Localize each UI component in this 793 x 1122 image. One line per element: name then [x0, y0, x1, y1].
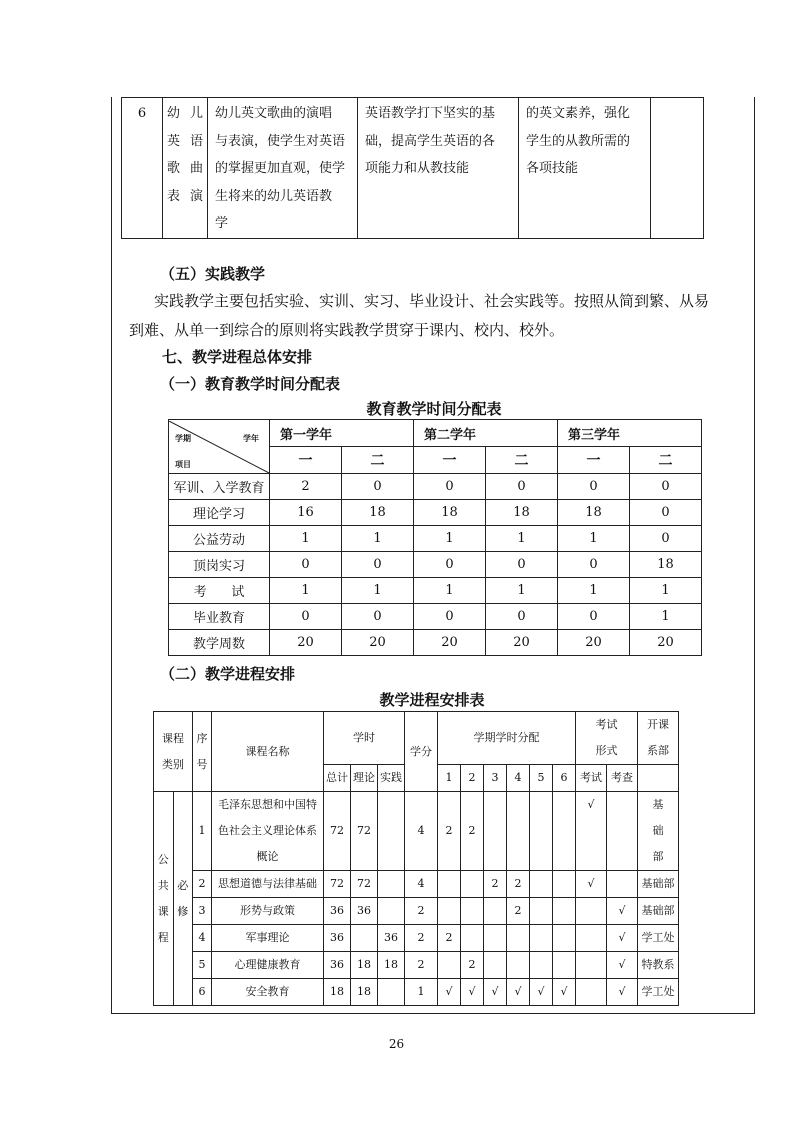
table-row: 毕业教育 0 0 0 0 0 1 — [169, 604, 702, 630]
progress-table: 课程 类别 序 号 课程名称 学时 学分 学期学时分配 考试 形式 开课 系部 总计 理论 实践 1 2 3 4 5 6 考试 考查 公 共 课 程 必 修 1 毛泽东思想和中国特 色社会主义理论体系 概论 72 72 4 2 2 √ 基 础 部 2 思想道德与法律基础 72 72 4 2 2 √ 基础部 3 形势与政策 36 36 2 2 √ 基础部 4 军事理论 36 36 2 2 √ 学工处 5 心理健康教育 36 18 18 2 2 √ 特教系 6 安全教育 18 18 1 √ √ √ √ √ √ √ 学工处 — [153, 711, 679, 1006]
table-row: 顶岗实习 0 0 0 0 0 18 — [169, 552, 702, 578]
course-quality-cell: 的英文素养，强化 学生的从教所需的 各项技能 — [519, 98, 651, 239]
category-public: 公 共 课 程 — [154, 792, 174, 1006]
header-exam-form: 考试 形式 — [576, 712, 638, 765]
subsection-title-time: （一）教育教学时间分配表 — [160, 375, 341, 393]
table-row: 理论学习 16 18 18 18 18 0 — [169, 500, 702, 526]
semester-header: 一 — [558, 447, 630, 474]
table-row: 军训、入学教育 2 0 0 0 0 0 — [169, 474, 702, 500]
course-number: 6 — [122, 98, 163, 239]
semester-header: 二 — [342, 447, 414, 474]
page-number: 26 — [388, 1037, 405, 1051]
semester-header: 一 — [414, 447, 486, 474]
table-row: 教学周数 20 20 20 20 20 20 — [169, 630, 702, 656]
header-distribution: 学期学时分配 — [438, 712, 576, 765]
header-course-name: 课程名称 — [212, 712, 324, 792]
table-row: 6 安全教育 18 18 1 √ √ √ √ √ √ √ 学工处 — [154, 979, 679, 1006]
corner-cell: 学期 学年 项目 — [169, 420, 270, 474]
header-hours: 学时 — [324, 712, 405, 765]
header-credits: 学分 — [405, 712, 438, 792]
course-empty-cell — [651, 98, 704, 239]
year-1-header: 第一学年 — [270, 420, 414, 447]
table-row: 考 试 1 1 1 1 1 1 — [169, 578, 702, 604]
subsection-title-progress: （二）教学进程安排 — [160, 665, 296, 683]
header-category: 课程 类别 — [154, 712, 193, 792]
year-3-header: 第三学年 — [558, 420, 702, 447]
table-row: 3 形势与政策 36 36 2 2 √ 基础部 — [154, 898, 679, 925]
section-title-practice: （五）实践教学 — [160, 265, 266, 283]
subcategory-required: 必 修 — [173, 792, 193, 1006]
semester-header: 二 — [630, 447, 702, 474]
header-dept: 开课 系部 — [638, 712, 679, 765]
year-2-header: 第二学年 — [414, 420, 558, 447]
semester-header: 一 — [270, 447, 342, 474]
course-goal-cell: 英语教学打下坚实的基 础，提高学生英语的各 项能力和从教技能 — [358, 98, 519, 239]
course-content-cell: 幼儿英文歌曲的演唱 与表演，使学生对英语 的掌握更加直观，使学 生将来的幼儿英语教 学 — [208, 98, 358, 239]
table-row: 公益劳动 1 1 1 1 1 0 — [169, 526, 702, 552]
time-table-caption: 教育教学时间分配表 — [366, 400, 502, 418]
course-table-continued — [121, 97, 704, 239]
table-row: 5 心理健康教育 36 18 18 2 2 √ 特教系 — [154, 952, 679, 979]
table-row: 2 思想道德与法律基础 72 72 4 2 2 √ 基础部 — [154, 871, 679, 898]
header-seq: 序 号 — [193, 712, 212, 792]
practice-paragraph: 实践教学主要包括实验、实训、实习、毕业设计、社会实践等。按照从简到繁、从易 到难、从单一到综合的原则将实践教学贯穿于课内、校内、校外。 — [129, 292, 710, 339]
progress-table-caption: 教学进程安排表 — [379, 691, 485, 709]
time-allocation-table — [168, 419, 702, 656]
course-name-cell: 幼儿 英语 歌曲 表演 — [163, 98, 208, 239]
table-row: 公 共 课 程 必 修 1 毛泽东思想和中国特 色社会主义理论体系 概论 72 72 4 2 2 √ 基 础 部 — [154, 792, 679, 871]
table-row: 4 军事理论 36 36 2 2 √ 学工处 — [154, 925, 679, 952]
semester-header: 二 — [486, 447, 558, 474]
section-title-schedule: 七、教学进程总体安排 — [162, 348, 313, 366]
